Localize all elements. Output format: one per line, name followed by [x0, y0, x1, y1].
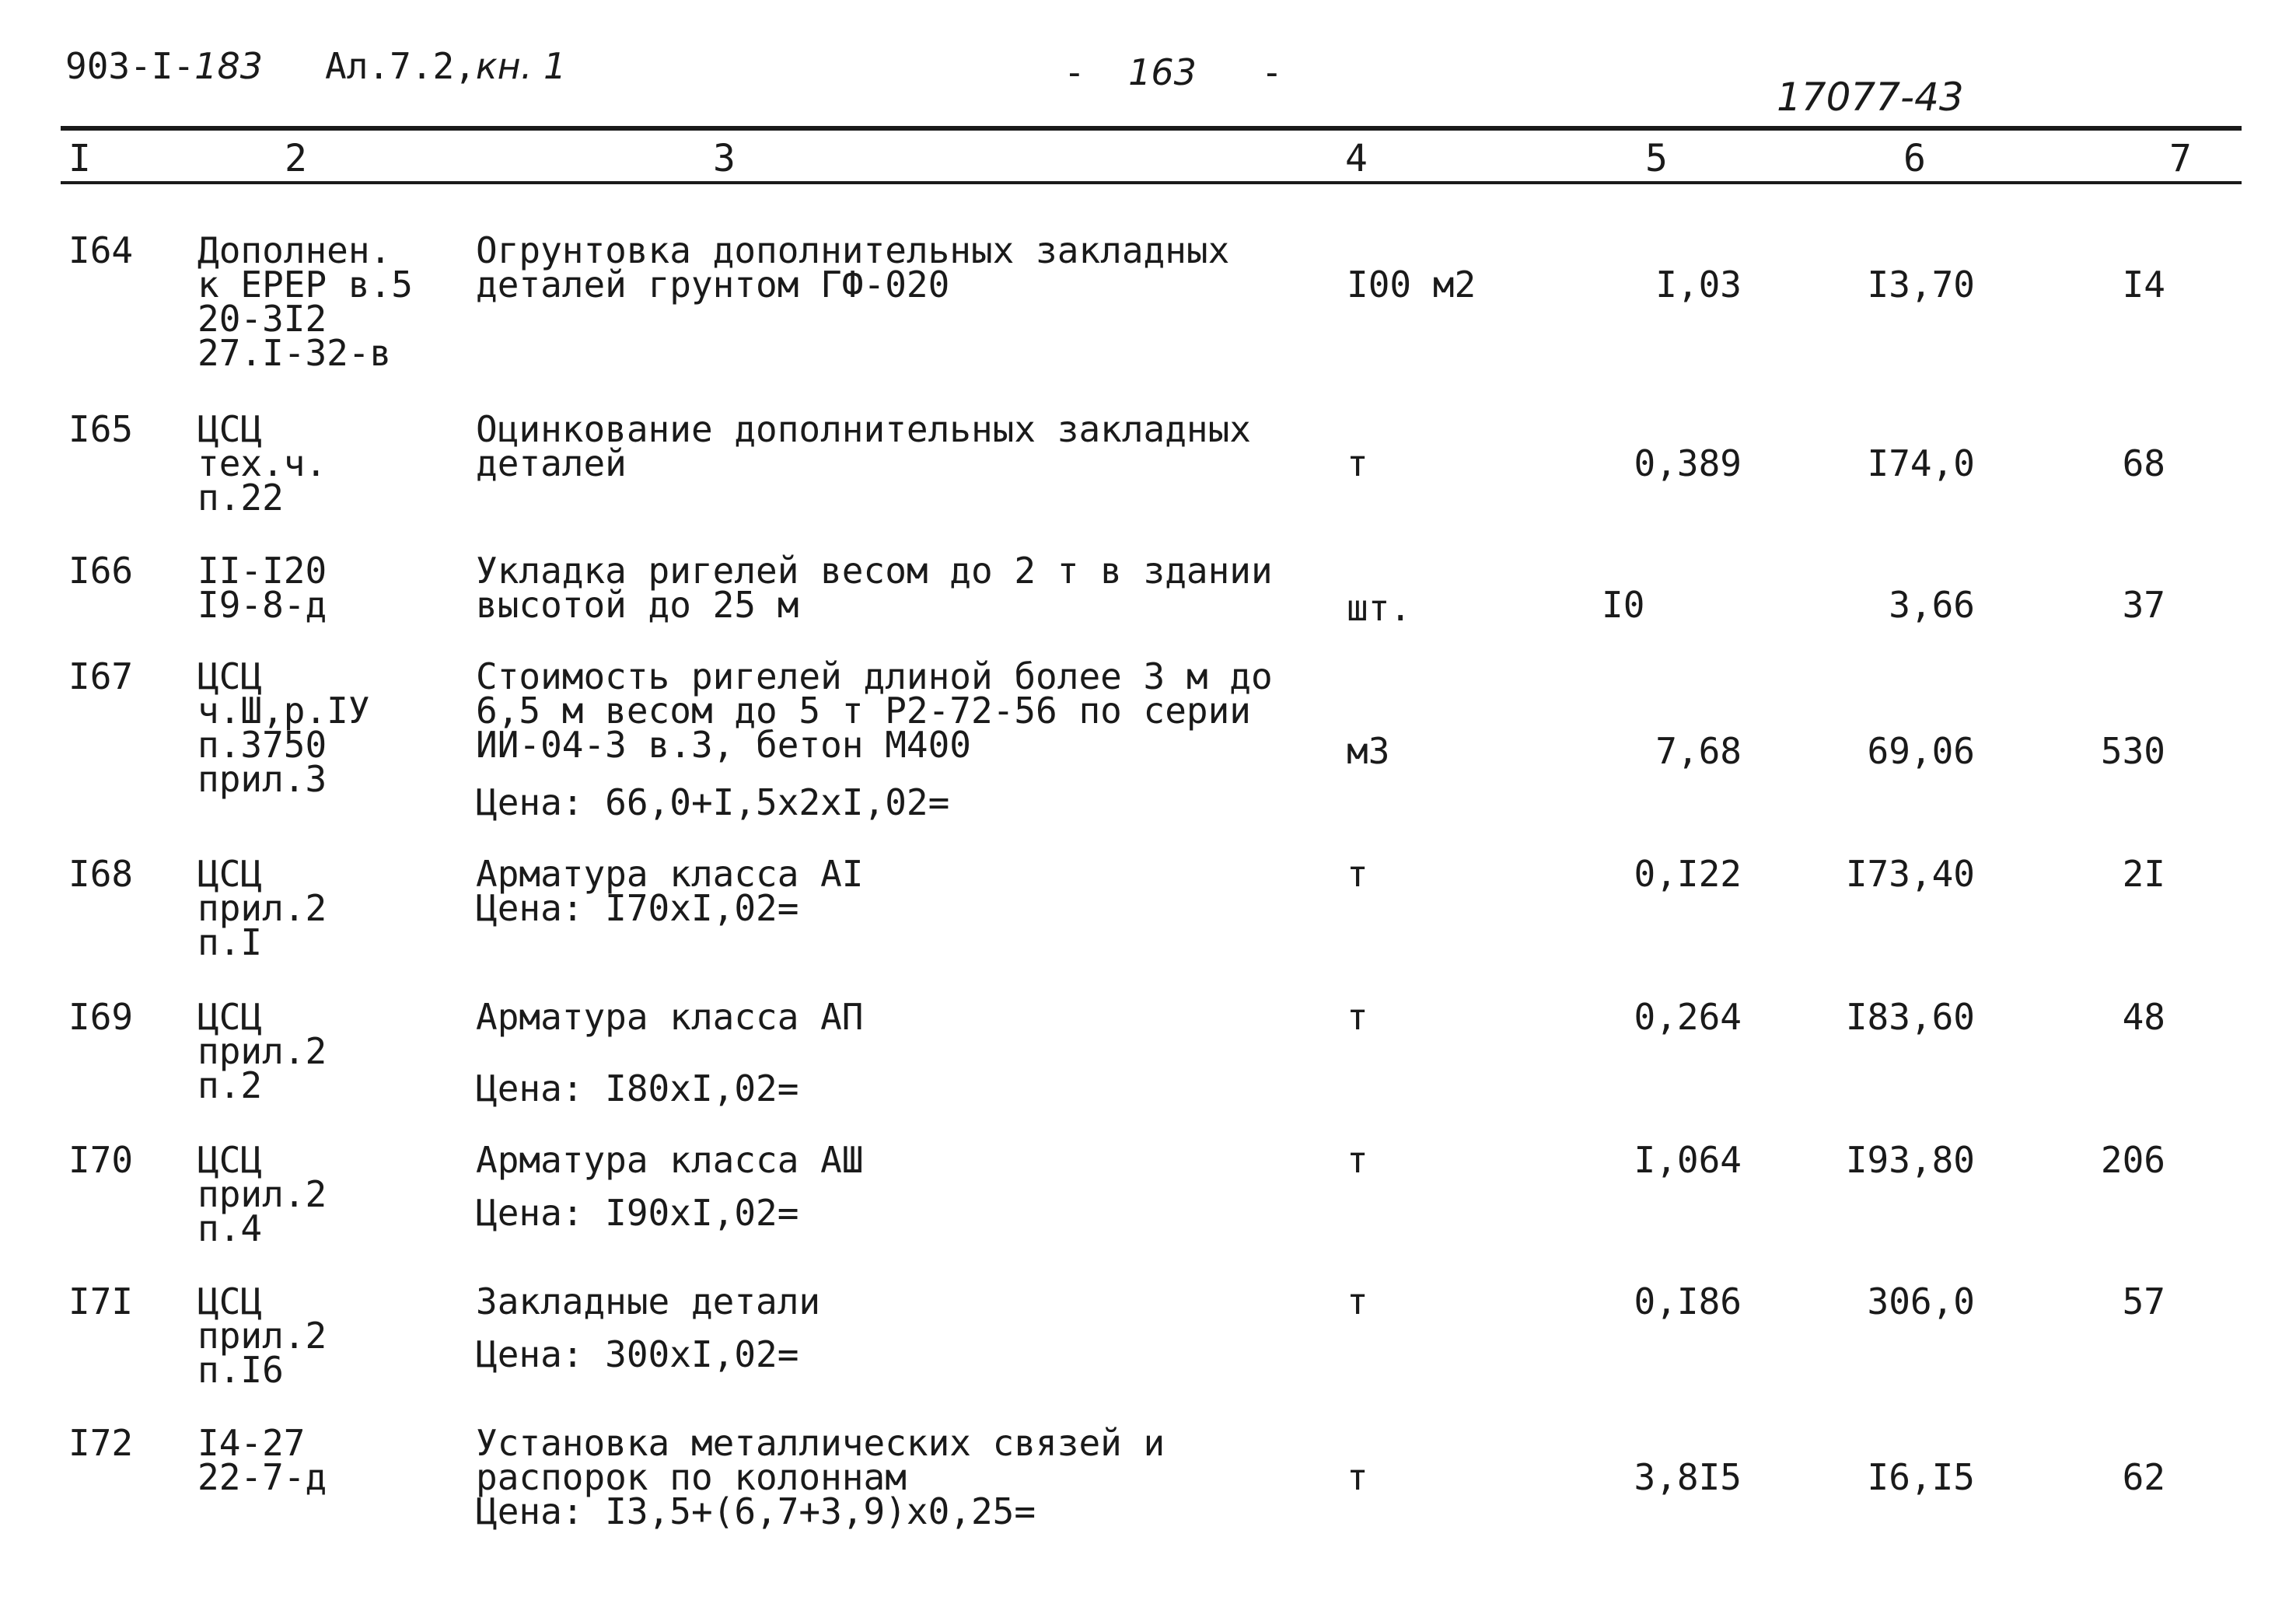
unit-price: I83,60 — [1845, 996, 1975, 1038]
total: 62 — [2122, 1456, 2165, 1498]
unit: т — [1347, 1456, 1368, 1498]
row-number: I68 — [68, 853, 134, 895]
price-formula: Цена: I70хI,02= — [476, 887, 799, 929]
work-name: Закладные детали — [476, 1280, 821, 1322]
page-number-handwritten: 163 — [1128, 51, 1197, 93]
row-number: I72 — [68, 1422, 134, 1464]
quantity: 7,68 — [1655, 730, 1742, 772]
work-name: Оцинкование дополнительных закладных деталей — [476, 408, 1251, 484]
total: 2I — [2122, 853, 2165, 895]
rate-code: ЦСЦ тех.ч. п.22 — [197, 408, 327, 519]
rate-code: ЦСЦ прил.2 п.I6 — [197, 1280, 327, 1391]
quantity: I0 — [1602, 584, 1645, 626]
row-number: I70 — [68, 1139, 134, 1181]
unit: т — [1347, 1139, 1368, 1181]
unit: м3 — [1347, 730, 1390, 772]
work-name: Укладка ригелей весом до 2 т в здании высотой до 25 м — [476, 550, 1273, 626]
total: 530 — [2100, 730, 2165, 772]
rate-code: ЦСЦ прил.2 п.2 — [197, 996, 327, 1106]
rate-code: ЦСЦ прил.2 п.4 — [197, 1139, 327, 1249]
album-handwritten: кн. 1 — [475, 45, 567, 87]
row-number: I7I — [68, 1280, 134, 1322]
album-printed: Ал.7.2, — [325, 45, 476, 87]
unit-price: 69,06 — [1867, 730, 1975, 772]
registry-number: 17077-43 — [1777, 75, 1964, 120]
quantity: I,064 — [1634, 1139, 1742, 1181]
work-name: Огрунтовка дополнительных закладных деталей грунтом ГФ-020 — [476, 229, 1230, 306]
row-number: I69 — [68, 996, 134, 1038]
unit-price: 3,66 — [1889, 584, 1975, 626]
quantity: 0,I86 — [1634, 1280, 1742, 1322]
quantity: 0,264 — [1634, 996, 1742, 1038]
column-header-1: I — [68, 137, 91, 180]
unit-price: I93,80 — [1845, 1139, 1975, 1181]
rate-code: ЦСЦ ч.Ш,р.IУ п.3750 прил.3 — [197, 655, 370, 800]
document-code — [65, 45, 263, 87]
row-number: I64 — [68, 229, 134, 271]
price-formula: Цена: I80хI,02= — [476, 1067, 799, 1109]
unit: т — [1347, 996, 1368, 1038]
total: 37 — [2122, 584, 2165, 626]
rate-code: I4-27 22-7-д — [197, 1422, 327, 1498]
work-name: Арматура класса АП — [476, 996, 864, 1038]
page-number-dash-right: - — [1261, 51, 1283, 93]
rate-code: ЦСЦ прил.2 п.I — [197, 853, 327, 963]
unit: шт. — [1347, 587, 1412, 629]
table-header-rule — [61, 181, 2242, 184]
album-reference — [325, 45, 567, 87]
price-formula: Цена: I90хI,02= — [476, 1192, 799, 1234]
work-name: Установка металлических связей и распорок по колоннам Цена: I3,5+(6,7+3,9)х0,25= — [476, 1422, 1165, 1532]
rate-code: Дополнен. к ЕРЕР в.5 20-3I2 27.I-32-в — [197, 229, 413, 374]
total: 57 — [2122, 1280, 2165, 1322]
work-name: Арматура класса АI — [476, 853, 864, 895]
row-number: I66 — [68, 550, 134, 592]
total: 206 — [2100, 1139, 2165, 1181]
column-header-3: 3 — [713, 137, 736, 180]
price-formula: Цена: 300хI,02= — [476, 1333, 799, 1375]
unit: I00 м2 — [1347, 264, 1476, 306]
unit: т — [1347, 442, 1368, 484]
total: I4 — [2122, 264, 2165, 306]
column-header-2: 2 — [285, 137, 307, 180]
unit: т — [1347, 853, 1368, 895]
page-number-dash-left: - — [1064, 51, 1085, 93]
column-header-5: 5 — [1645, 137, 1668, 180]
quantity: 0,I22 — [1634, 853, 1742, 895]
column-header-4: 4 — [1345, 137, 1368, 180]
row-number: I67 — [68, 655, 134, 697]
work-name: Арматура класса АШ — [476, 1139, 864, 1181]
total: 48 — [2122, 996, 2165, 1038]
column-header-6: 6 — [1903, 137, 1926, 180]
document-code-handwritten: 183 — [194, 45, 263, 87]
page-number — [1064, 51, 1283, 93]
rate-code: II-I20 I9-8-д — [197, 550, 327, 626]
quantity: 3,8I5 — [1634, 1456, 1742, 1498]
price-formula: Цена: 66,0+I,5х2хI,02= — [476, 781, 950, 823]
work-name: Стоимость ригелей длиной более 3 м до 6,5 м весом до 5 т Р2-72-56 по серии ИИ-04-3 в.3, бетон М400 — [476, 655, 1273, 766]
document-code-printed: 903-I- — [65, 45, 195, 87]
table-top-rule — [61, 126, 2242, 131]
total: 68 — [2122, 442, 2165, 484]
unit-price: I6,I5 — [1867, 1456, 1975, 1498]
unit: т — [1347, 1280, 1368, 1322]
quantity: I,03 — [1655, 264, 1742, 306]
column-header-7: 7 — [2169, 137, 2192, 180]
quantity: 0,389 — [1634, 442, 1742, 484]
unit-price: I74,0 — [1867, 442, 1975, 484]
row-number: I65 — [68, 408, 134, 450]
unit-price: I73,40 — [1845, 853, 1975, 895]
unit-price: I3,70 — [1867, 264, 1975, 306]
unit-price: 306,0 — [1867, 1280, 1975, 1322]
